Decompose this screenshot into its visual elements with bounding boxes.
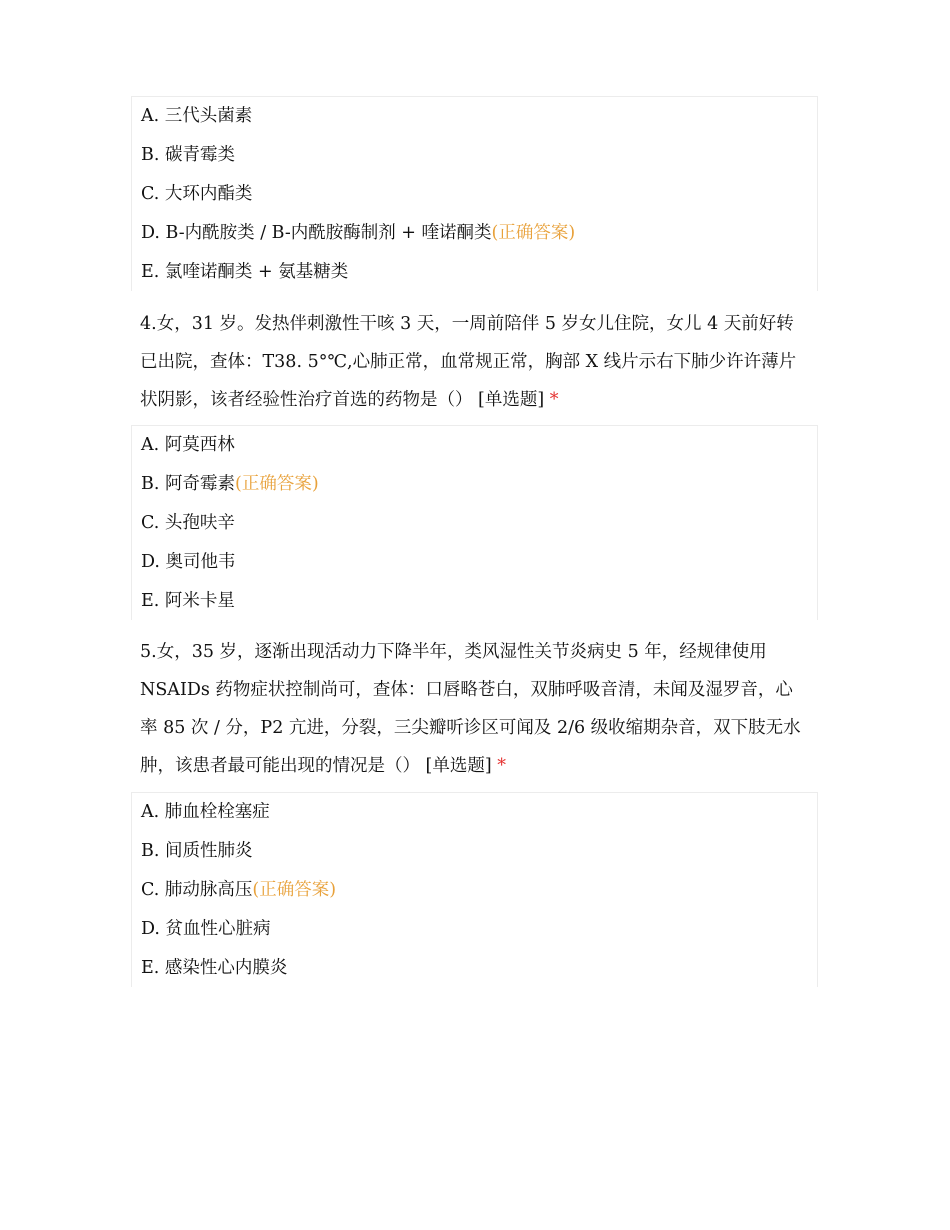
correct-answer-tag: (正确答案): [252, 880, 337, 900]
option-text: E. 感染性心内膜炎: [141, 958, 288, 978]
option-text: A. 三代头菌素: [141, 106, 253, 126]
q4-option-d[interactable]: [141, 543, 817, 582]
option-text: D. B-内酰胺类 / B-内酰胺酶制剂 + 喹诺酮类: [141, 223, 492, 243]
option-text: C. 大环内酯类: [141, 184, 253, 204]
q3-option-b[interactable]: [141, 136, 817, 175]
q3-option-d[interactable]: [141, 214, 817, 253]
q5-option-d[interactable]: [141, 910, 817, 949]
q3-option-a[interactable]: [141, 97, 817, 136]
option-text: D. 贫血性心脏病: [141, 919, 271, 939]
q5-question: [140, 633, 810, 785]
required-mark: *: [497, 756, 507, 776]
option-text: E. 氯喹诺酮类 + 氨基糖类: [141, 262, 349, 282]
q4-options: [131, 425, 818, 620]
q5-option-b[interactable]: [141, 832, 817, 871]
q4-option-e[interactable]: [141, 582, 817, 621]
option-text: A. 肺血栓栓塞症: [141, 802, 270, 822]
option-text: C. 肺动脉高压: [141, 880, 253, 900]
option-text: E. 阿米卡星: [141, 591, 235, 611]
q4-option-b[interactable]: [141, 465, 817, 504]
q3-options: [131, 96, 818, 291]
q4-option-a[interactable]: [141, 426, 817, 465]
option-text: B. 碳青霉类: [141, 145, 235, 165]
required-mark: *: [549, 390, 559, 410]
correct-answer-tag: (正确答案): [491, 223, 576, 243]
correct-answer-tag: (正确答案): [235, 474, 319, 494]
option-text: C. 头孢呋辛: [141, 513, 235, 533]
q4-question: [140, 305, 810, 419]
question-text: 5.女，35 岁，逐渐出现活动力下降半年，类风湿性关节炎病史 5 年，经规律使用 NSAIDs 药物症状控制尚可，查体：口唇略苍白，双肺呼吸音清，未闻及湿罗音，心率 85 次 / 分，P2 亢进，分裂，三尖瓣听诊区可闻及 2/6 级收缩期杂音，双下肢无水肿，该患者最可能出现的情况是（） [单选题]: [140, 642, 801, 776]
q3-option-e[interactable]: [141, 253, 817, 292]
q5-option-e[interactable]: [141, 949, 817, 988]
q4-option-c[interactable]: [141, 504, 817, 543]
question-text: 4.女，31 岁。发热伴刺激性干咳 3 天，一周前陪伴 5 岁女儿住院，女儿 4 天前好转已出院，查体：T38. 5°℃,心肺正常，血常规正常，胸部 X 线片示右下肺少许许薄片状阴影，该者经验性治疗首选的药物是（） [单选题]: [140, 314, 797, 410]
option-text: B. 阿奇霉素: [141, 474, 235, 494]
q3-option-c[interactable]: [141, 175, 817, 214]
q5-option-c[interactable]: [141, 871, 817, 910]
option-text: B. 间质性肺炎: [141, 841, 253, 861]
option-text: D. 奥司他韦: [141, 552, 236, 572]
option-text: A. 阿莫西林: [141, 435, 235, 455]
q5-options: [131, 792, 818, 987]
q5-option-a[interactable]: [141, 793, 817, 832]
